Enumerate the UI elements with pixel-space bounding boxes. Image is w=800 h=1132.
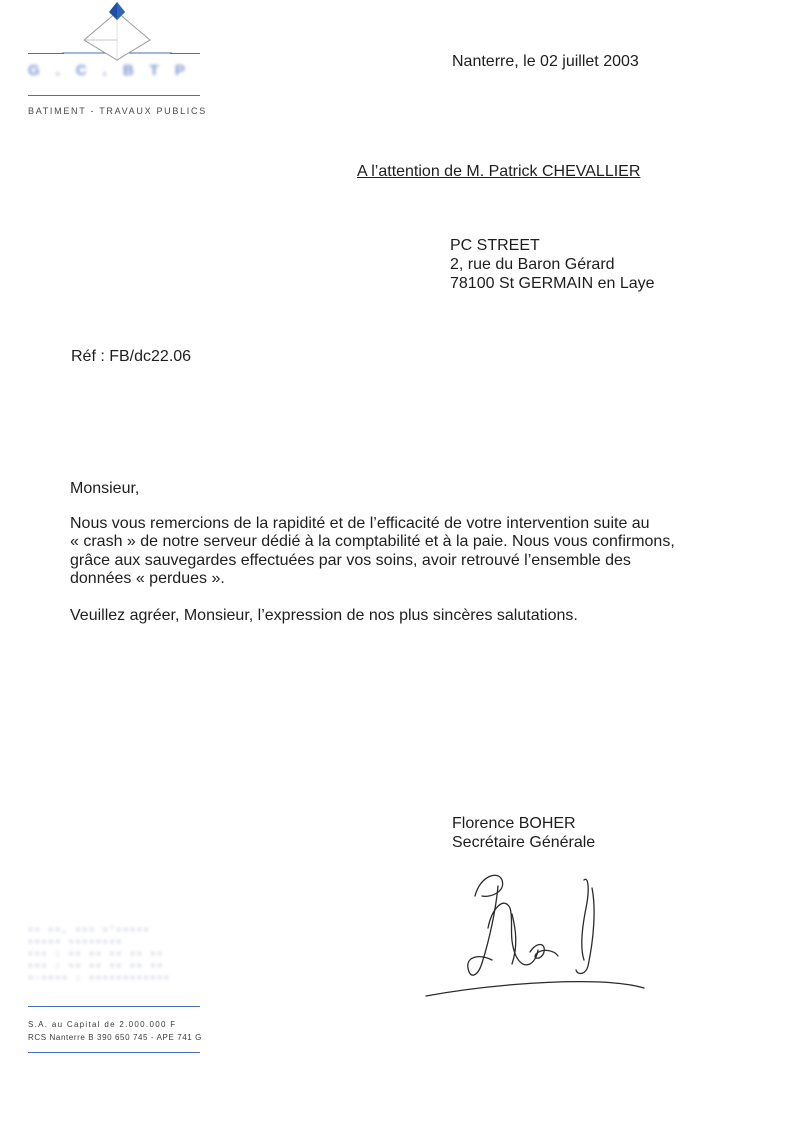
letterhead-rule-bottom [28,95,200,96]
body-line: données « perdues ». [70,570,225,587]
reference-line: Réf : FB/dc22.06 [71,348,192,365]
company-address-blurred: ▪▪ ▪▪, ▪▪▪ ▪'▪▪▪▪▪ ▪▪▪▪▪ ▪▪▪▪▪▪▪▪ ▪▪▪ : ▪▪ ▪▪ ▪▪ ▪▪ ▪▪ ▪▪▪ : ▪▪ ▪▪ ▪▪ ▪▪ ▪▪ ▪-▪▪▪▪ : ▪▪▪▪▪▪▪▪▪▪▪▪ [28,926,171,983]
legal-capital: S.A. au Capital de 2.000.000 F [28,1020,177,1029]
body-line: grâce aux sauvegardes effectuées par vos soins, avoir retrouvé l’ensemble des [70,551,631,569]
body-line: « crash » de notre serveur dédié à la comptabilité et à la paie. Nous vous confirmons, [70,533,675,550]
recipient-city: 78100 St GERMAIN en Laye [450,275,655,292]
signatory-name: Florence BOHER [452,815,576,832]
attention-line: A l’attention de M. Patrick CHEVALLIER [357,163,641,180]
footer-rule-bottom [28,1052,200,1053]
letter-body [70,480,710,625]
handwritten-signature [420,868,660,1008]
recipient-street: 2, rue du Baron Gérard [450,256,615,273]
body-paragraph [70,515,710,589]
body-line: Nous vous remercions de la rapidité et de l’efficacité de votre intervention suite au [70,514,650,532]
letterhead-rule-right [170,53,200,54]
recipient-address [450,236,655,293]
recipient-company: PC STREET [450,237,540,254]
letterhead-rule-left [28,53,64,54]
greeting: Monsieur, [70,480,140,497]
signatory-title: Secrétaire Générale [452,834,596,851]
date-line: Nanterre, le 02 juillet 2003 [452,53,639,70]
company-tagline: BATIMENT - TRAVAUX PUBLICS [28,106,207,116]
signatory-block [452,814,595,852]
company-logo-text: G.C.BTP [28,62,201,79]
legal-rcs: RCS Nanterre B 390 650 745 - APE 741 G [28,1033,202,1042]
closing-line: Veuillez agréer, Monsieur, l’expression de nos plus sincères salutations. [70,606,578,624]
legal-info [28,1018,202,1044]
footer-rule-top [28,1006,200,1007]
company-logo-mark [62,0,172,66]
